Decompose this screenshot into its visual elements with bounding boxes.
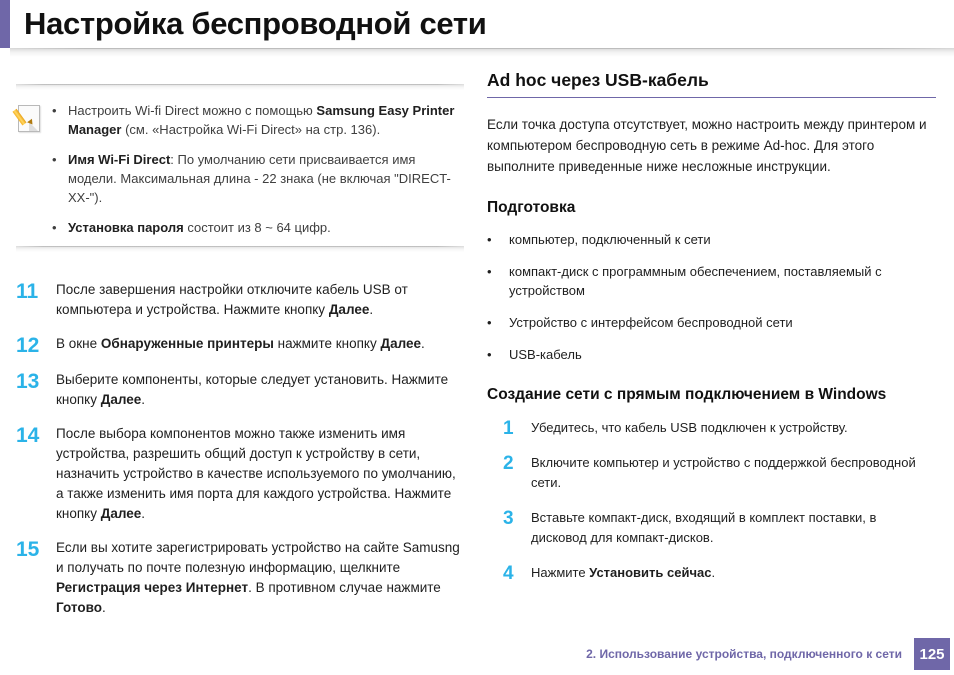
content-columns: [0, 48, 954, 632]
step-number: 4: [503, 563, 514, 584]
numbered-step: [16, 370, 480, 410]
step-number: 14: [16, 424, 40, 447]
create-network-title: Создание сети с прямым подключением в Windows: [487, 386, 887, 403]
note-item-text: Имя Wi-Fi Direct: По умолчанию сети присваивается имя модели. Максимальная длина - 22 знака (не включая "DIRECT-XX-").: [68, 152, 451, 205]
numbered-step: [503, 418, 936, 438]
numbered-step: [16, 280, 480, 320]
bullet-icon: •: [487, 264, 492, 279]
numbered-step: [16, 424, 480, 524]
numbered-step: [503, 563, 936, 583]
list-item: [487, 345, 936, 364]
bullet-icon: •: [52, 152, 57, 167]
step-text: Вставьте компакт-диск, входящий в комплект поставки, в дисковод для компакт-дисков.: [531, 510, 877, 545]
note-top-divider: [16, 84, 464, 90]
header-divider: [10, 48, 954, 57]
step-number: 1: [503, 418, 514, 439]
step-text: После завершения настройки отключите кабель USB от компьютера и устройства. Нажмите кнопку Далее.: [56, 282, 408, 317]
note-pencil-icon: [16, 103, 42, 133]
left-column: [0, 70, 480, 632]
note-item: [52, 150, 464, 207]
step-number: 15: [16, 538, 40, 561]
note-item-text: Установка пароля состоит из 8 ~ 64 цифр.: [68, 220, 331, 235]
note-box: [16, 70, 464, 262]
preparation-list: [487, 230, 936, 364]
bullet-icon: •: [487, 232, 492, 247]
step-text: Убедитесь, что кабель USB подключен к устройству.: [531, 420, 848, 435]
list-item-text: USB-кабель: [509, 347, 582, 362]
left-step-list: [16, 280, 480, 618]
step-number: 3: [503, 508, 514, 529]
list-item-text: компьютер, подключенный к сети: [509, 232, 711, 247]
bullet-icon: •: [487, 347, 492, 362]
page-number-badge: 125: [914, 638, 950, 670]
note-item: [52, 218, 464, 237]
step-text: Выберите компоненты, которые следует установить. Нажмите кнопку Далее.: [56, 372, 449, 407]
note-item-text: Настроить Wi-fi Direct можно с помощью Samsung Easy Printer Manager (см. «Настройка Wi-Fi Direct» на стр. 136).: [68, 103, 455, 137]
step-number: 12: [16, 334, 40, 357]
step-number: 2: [503, 453, 514, 474]
header-accent-bar: [0, 0, 10, 48]
numbered-step: [503, 508, 936, 548]
preparation-title: Подготовка: [487, 199, 576, 216]
numbered-step: [16, 538, 480, 618]
bullet-icon: •: [487, 315, 492, 330]
step-text: После выбора компонентов можно также изменить имя устройства, разрешить общий доступ к устройству в сети, назначить устройство в качестве используемого по умолчанию, а также изменить имя порта для каждого устройства. Нажмите кнопку Далее.: [56, 426, 456, 521]
list-item: [487, 230, 936, 249]
page-footer: [0, 633, 954, 675]
list-item-text: Устройство с интерфейсом беспроводной сети: [509, 315, 793, 330]
note-body: [16, 90, 464, 246]
create-network-step-list: [487, 418, 936, 583]
page-header: [0, 0, 954, 48]
list-item: [487, 313, 936, 332]
intro-paragraph: Если точка доступа отсутствует, можно настроить между принтером и компьютером беспроводную сеть в режиме Ad-hoc. Для этого выполните приведенные ниже несложные инструкции.: [487, 117, 927, 174]
bullet-icon: •: [52, 220, 57, 235]
bullet-icon: •: [52, 103, 57, 118]
right-column: [480, 70, 954, 632]
step-text: Нажмите Установить сейчас.: [531, 565, 716, 580]
step-text: Включите компьютер и устройство с поддержкой беспроводной сети.: [531, 455, 916, 490]
step-text: В окне Обнаруженные принтеры нажмите кнопку Далее.: [56, 336, 425, 351]
step-number: 13: [16, 370, 40, 393]
page-title: Настройка беспроводной сети: [24, 6, 487, 41]
list-item-text: компакт-диск с программным обеспечением, поставляемый с устройством: [509, 264, 882, 298]
list-item: [487, 262, 936, 300]
numbered-step: [503, 453, 936, 493]
numbered-step: [16, 334, 480, 356]
note-item: [52, 101, 464, 139]
section-title-underline: [487, 97, 936, 98]
note-list: [52, 101, 464, 237]
section-title: Ad hoc через USB-кабель: [487, 70, 709, 90]
footer-chapter-label: 2. Использование устройства, подключенного к сети: [586, 647, 902, 661]
note-bottom-divider: [16, 246, 464, 252]
step-number: 11: [16, 280, 39, 303]
step-text: Если вы хотите зарегистрировать устройство на сайте Samusng и получать по почте полезную информацию, щелкните Регистрация через Интернет. В противном случае нажмите Готово.: [56, 540, 460, 615]
